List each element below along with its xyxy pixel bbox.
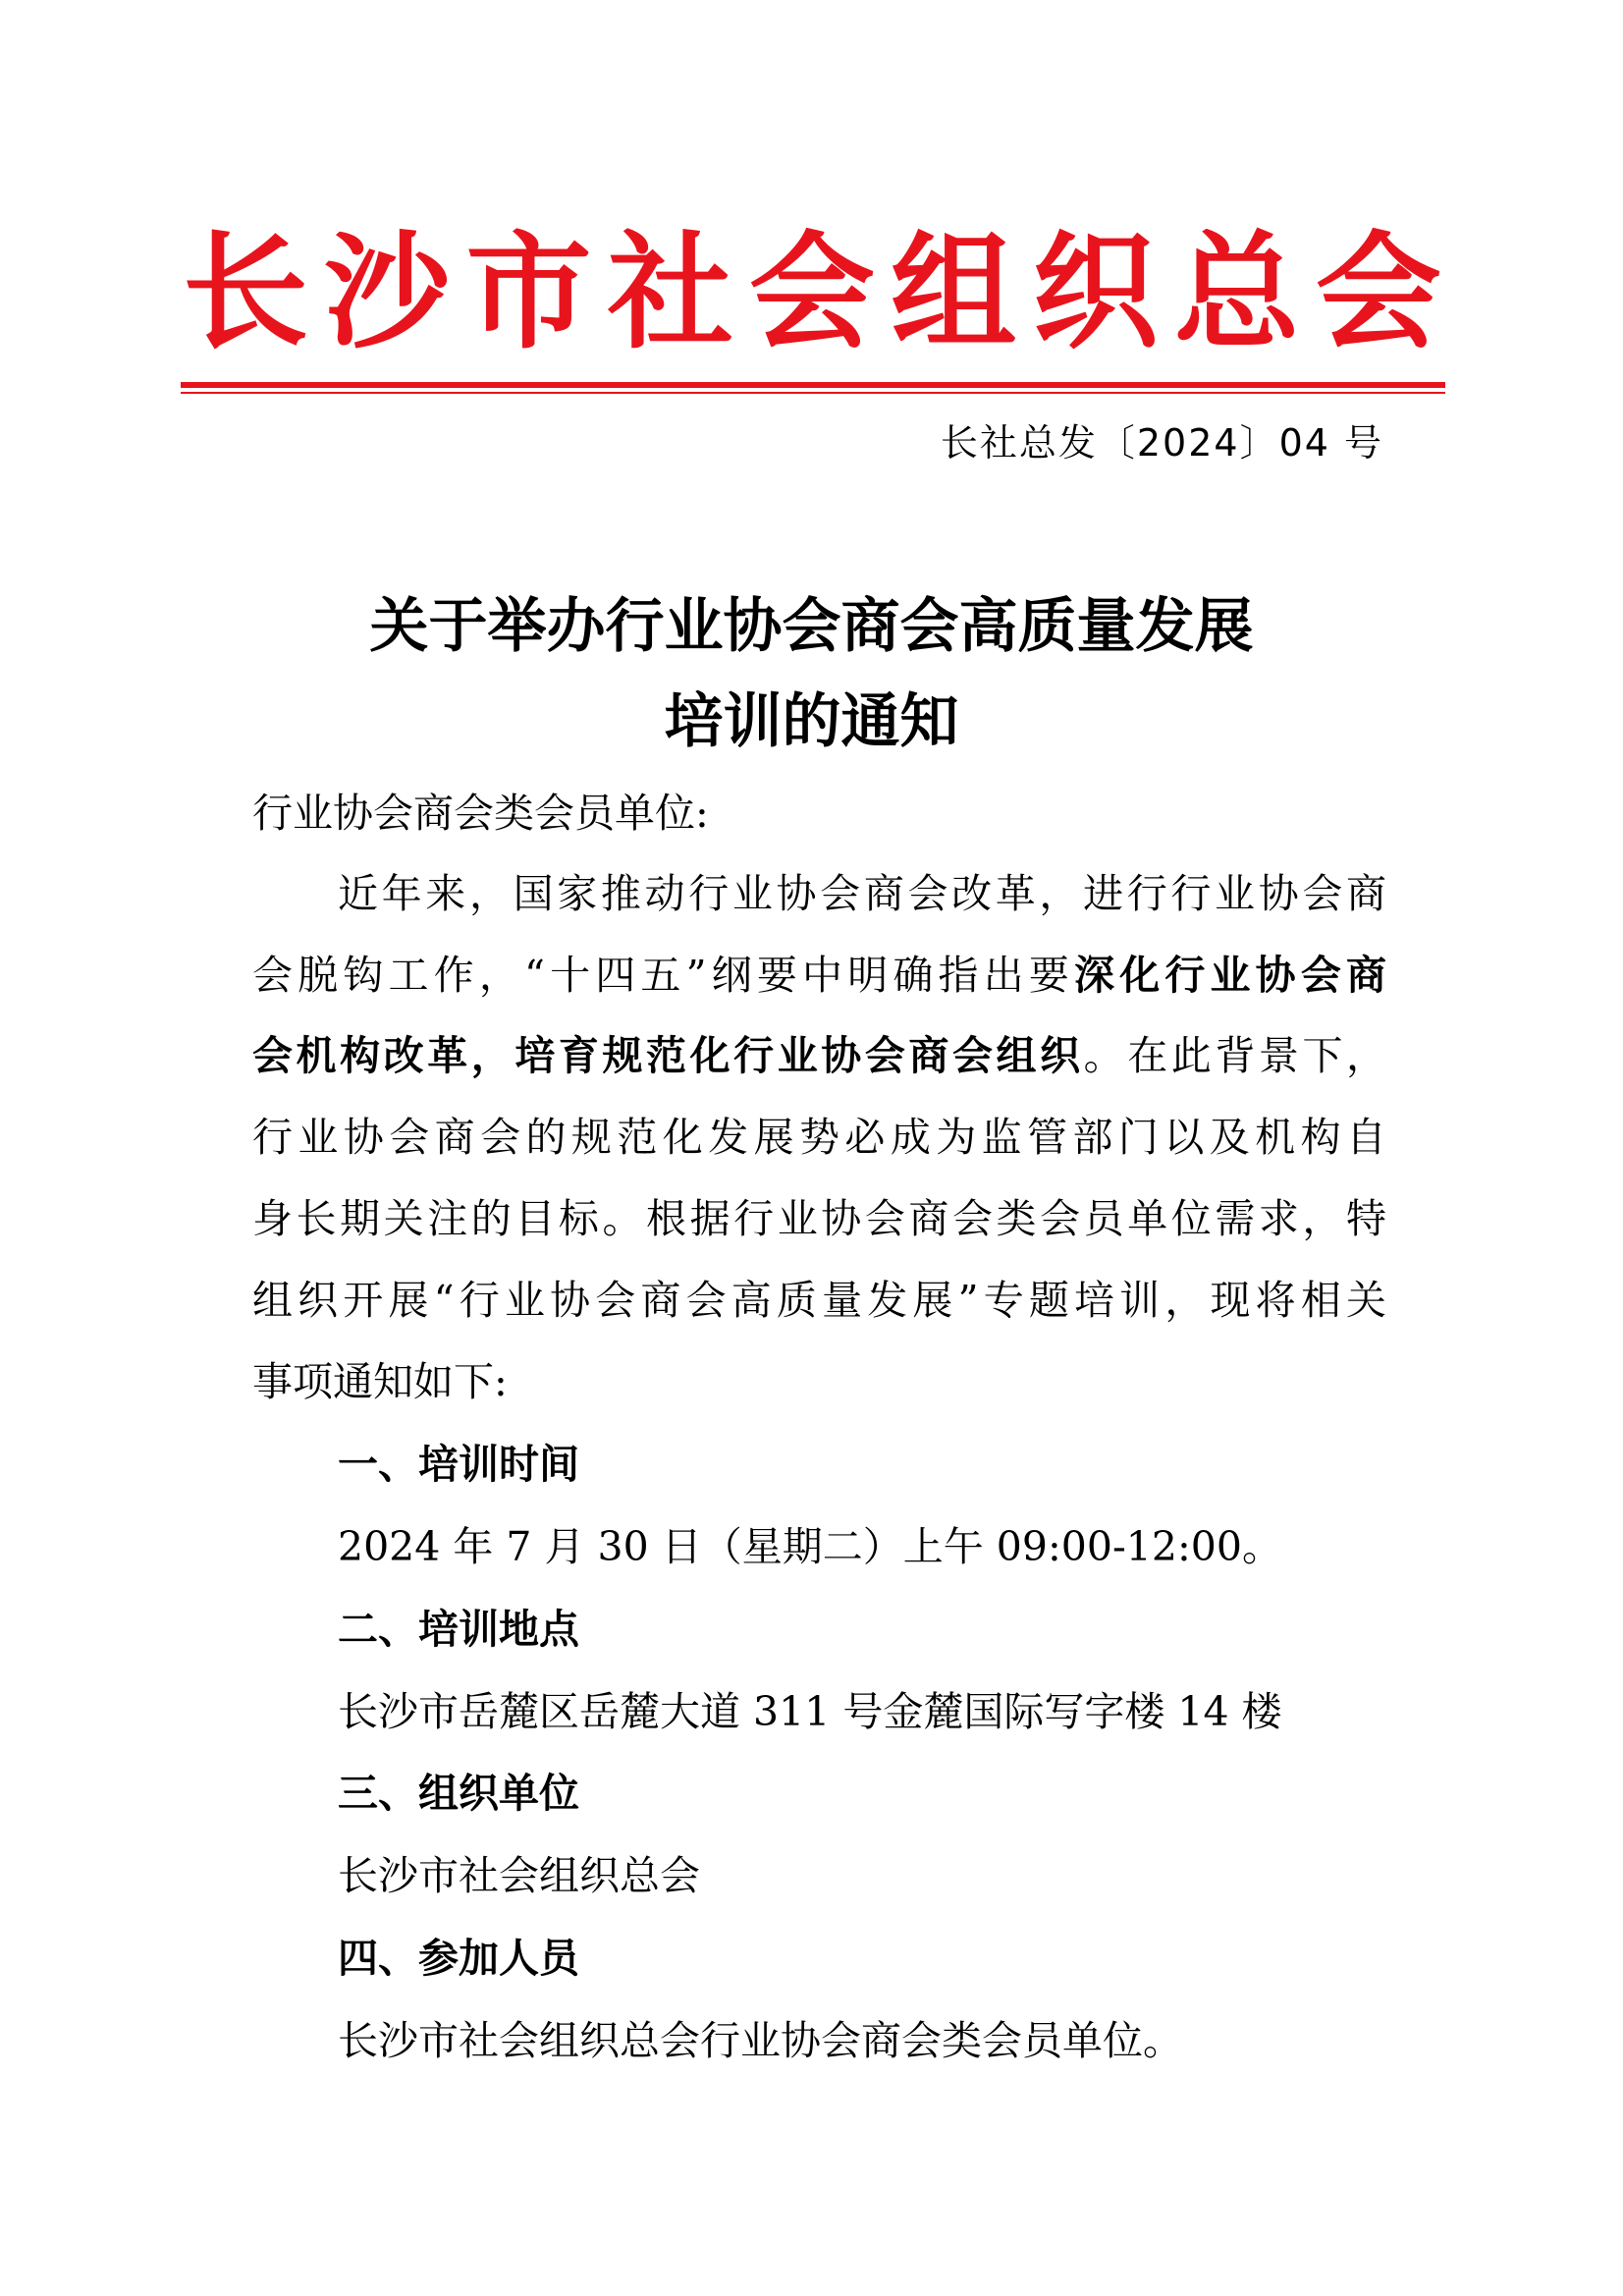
masthead-char: 长: [183, 219, 309, 366]
intro-line-3-text: 。在此背景下，: [1083, 1032, 1386, 1079]
masthead-char: 组: [891, 219, 1017, 366]
document-number: 长社总发〔2024〕04 号: [940, 421, 1383, 465]
intro-line-4: 行业协会商会的规范化发展势必成为监管部门以及机构自: [252, 1114, 1386, 1161]
intro-line-5: 身长期关注的目标。根据行业协会商会类会员单位需求，特: [252, 1195, 1386, 1242]
section-content-organizer: 长沙市社会组织总会: [338, 1852, 700, 1899]
header-rule-thick: [181, 382, 1445, 388]
masthead-char: 沙: [324, 219, 451, 366]
salutation: 行业协会商会类会员单位:: [252, 790, 709, 837]
intro-emphasis-1: 深化行业协会商: [1074, 952, 1387, 999]
section-heading-participants: 四、参加人员: [338, 1935, 579, 1982]
masthead-char: 织: [1032, 219, 1159, 366]
masthead-char: 社: [607, 219, 733, 366]
intro-line-6: 组织开展“行业协会商会高质量发展”专题培训，现将相关: [252, 1277, 1386, 1324]
masthead: [183, 214, 1441, 371]
title-line-1: 关于举办行业协会商会高质量发展: [369, 592, 1254, 661]
masthead-char: 会: [748, 219, 875, 366]
intro-emphasis-2: 会机构改革，培育规范化行业协会商会组织: [252, 1032, 1084, 1079]
section-content-location: 长沙市岳麓区岳麓大道 311 号金麓国际写字楼 14 楼: [338, 1688, 1282, 1735]
section-content-participants: 长沙市社会组织总会行业协会商会类会员单位。: [338, 2017, 1183, 2064]
section-content-time: 2024 年 7 月 30 日（星期二）上午 09:00-12:00。: [338, 1523, 1282, 1570]
masthead-char: 市: [465, 219, 592, 366]
intro-line-1: 近年来，国家推动行业协会商会改革，进行行业协会商: [338, 870, 1386, 917]
masthead-char: 总: [1173, 219, 1300, 366]
section-heading-time: 一、培训时间: [338, 1441, 579, 1488]
intro-line-7: 事项通知如下:: [252, 1358, 508, 1405]
intro-line-3: [252, 1032, 1386, 1079]
header-rule-thin: [181, 392, 1445, 394]
masthead-char: 会: [1315, 219, 1441, 366]
intro-line-2: [252, 952, 1387, 999]
section-heading-organizer: 三、组织单位: [338, 1770, 579, 1817]
intro-line-2-text: 会脱钩工作，“十四五”纲要中明确指出要: [252, 952, 1075, 999]
title-line-2: 培训的通知: [664, 687, 959, 756]
section-heading-location: 二、培训地点: [338, 1606, 579, 1653]
